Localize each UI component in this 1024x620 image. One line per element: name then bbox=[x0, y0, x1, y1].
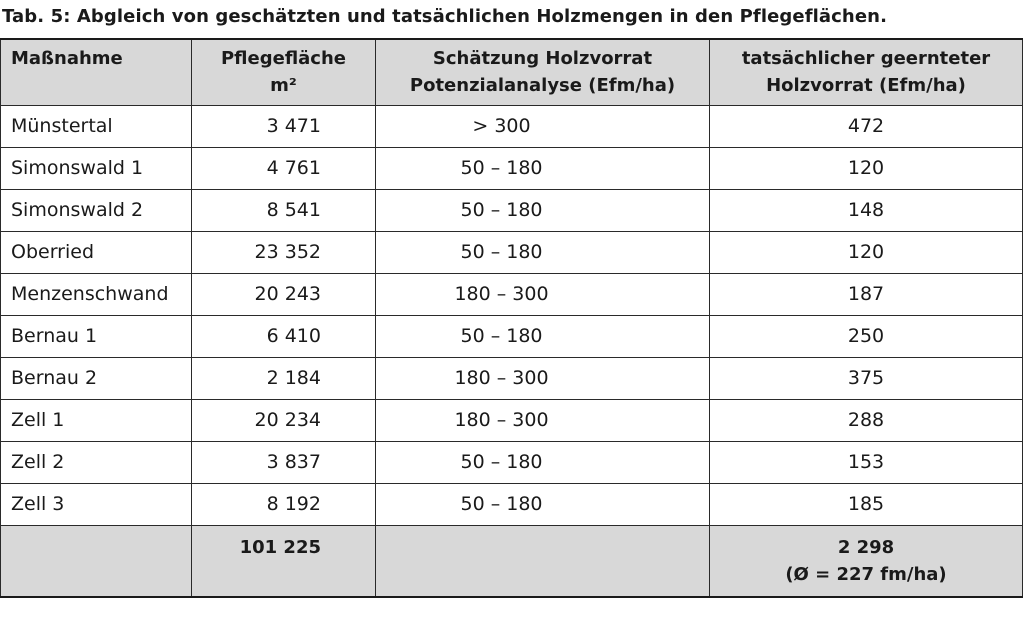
table-row bbox=[1, 441, 1023, 483]
holzmengen-table bbox=[0, 38, 1023, 598]
header-line: m² bbox=[270, 75, 297, 96]
header-line: Potenzialanalyse (Efm/ha) bbox=[409, 75, 676, 96]
cell-pflegeflaeche: 3 837 bbox=[192, 441, 376, 483]
column-header-schaetzung bbox=[376, 39, 710, 105]
cell-pflegeflaeche: 20 234 bbox=[192, 399, 376, 441]
cell-massnahme: Zell 2 bbox=[1, 441, 192, 483]
total-cell-pflegeflaeche: 101 225 bbox=[192, 525, 376, 597]
cell-tatsaechlich: 250 bbox=[710, 315, 1023, 357]
cell-tatsaechlich: 120 bbox=[710, 231, 1023, 273]
total-cell-schaetzung bbox=[376, 525, 710, 597]
table-row bbox=[1, 483, 1023, 525]
cell-massnahme: Zell 1 bbox=[1, 399, 192, 441]
cell-schaetzung: 50 – 180 bbox=[376, 147, 710, 189]
cell-massnahme: Menzenschwand bbox=[1, 273, 192, 315]
cell-tatsaechlich: 472 bbox=[710, 105, 1023, 147]
cell-schaetzung: 180 – 300 bbox=[376, 357, 710, 399]
header-line: Holzvorrat (Efm/ha) bbox=[766, 75, 966, 96]
cell-massnahme: Simonswald 2 bbox=[1, 189, 192, 231]
cell-pflegeflaeche: 8 192 bbox=[192, 483, 376, 525]
cell-schaetzung: 50 – 180 bbox=[376, 441, 710, 483]
cell-schaetzung: 180 – 300 bbox=[376, 273, 710, 315]
cell-pflegeflaeche: 6 410 bbox=[192, 315, 376, 357]
cell-schaetzung: > 300 bbox=[376, 105, 710, 147]
table-row bbox=[1, 231, 1023, 273]
table-row bbox=[1, 357, 1023, 399]
cell-tatsaechlich: 153 bbox=[710, 441, 1023, 483]
table-caption: Tab. 5: Abgleich von geschätzten und tatsächlichen Holzmengen in den Pflegeflächen. bbox=[2, 6, 888, 27]
cell-massnahme: Oberried bbox=[1, 231, 192, 273]
header-line: Schätzung Holzvorrat bbox=[432, 48, 653, 69]
cell-massnahme: Zell 3 bbox=[1, 483, 192, 525]
cell-tatsaechlich: 375 bbox=[710, 357, 1023, 399]
cell-tatsaechlich: 288 bbox=[710, 399, 1023, 441]
header-line: Maßnahme bbox=[11, 48, 123, 69]
column-header-tatsaechlich bbox=[710, 39, 1023, 105]
cell-pflegeflaeche: 8 541 bbox=[192, 189, 376, 231]
header-line: tatsächlicher geernteter bbox=[741, 48, 991, 69]
cell-tatsaechlich: 187 bbox=[710, 273, 1023, 315]
cell-schaetzung: 180 – 300 bbox=[376, 399, 710, 441]
table-row bbox=[1, 147, 1023, 189]
cell-tatsaechlich: 185 bbox=[710, 483, 1023, 525]
table-row bbox=[1, 315, 1023, 357]
header-line: Pflegefläche bbox=[220, 48, 346, 69]
table-header-row bbox=[1, 39, 1023, 105]
cell-pflegeflaeche: 23 352 bbox=[192, 231, 376, 273]
table-row bbox=[1, 105, 1023, 147]
cell-schaetzung: 50 – 180 bbox=[376, 483, 710, 525]
total-row bbox=[1, 525, 1023, 597]
cell-pflegeflaeche: 2 184 bbox=[192, 357, 376, 399]
cell-pflegeflaeche: 3 471 bbox=[192, 105, 376, 147]
total-actual-average: (Ø = 227 fm/ha) bbox=[785, 563, 947, 585]
column-header-massnahme bbox=[1, 39, 192, 105]
cell-pflegeflaeche: 4 761 bbox=[192, 147, 376, 189]
column-header-pflegeflaeche bbox=[192, 39, 376, 105]
cell-massnahme: Simonswald 1 bbox=[1, 147, 192, 189]
cell-massnahme: Bernau 1 bbox=[1, 315, 192, 357]
cell-massnahme: Münstertal bbox=[1, 105, 192, 147]
table-row bbox=[1, 189, 1023, 231]
cell-massnahme: Bernau 2 bbox=[1, 357, 192, 399]
total-cell-tatsaechlich bbox=[710, 525, 1023, 597]
cell-pflegeflaeche: 20 243 bbox=[192, 273, 376, 315]
total-cell-massnahme bbox=[1, 525, 192, 597]
cell-tatsaechlich: 148 bbox=[710, 189, 1023, 231]
total-actual-sum: 2 298 bbox=[837, 536, 895, 558]
cell-schaetzung: 50 – 180 bbox=[376, 189, 710, 231]
cell-schaetzung: 50 – 180 bbox=[376, 315, 710, 357]
table-row bbox=[1, 399, 1023, 441]
cell-tatsaechlich: 120 bbox=[710, 147, 1023, 189]
table-row bbox=[1, 273, 1023, 315]
cell-schaetzung: 50 – 180 bbox=[376, 231, 710, 273]
